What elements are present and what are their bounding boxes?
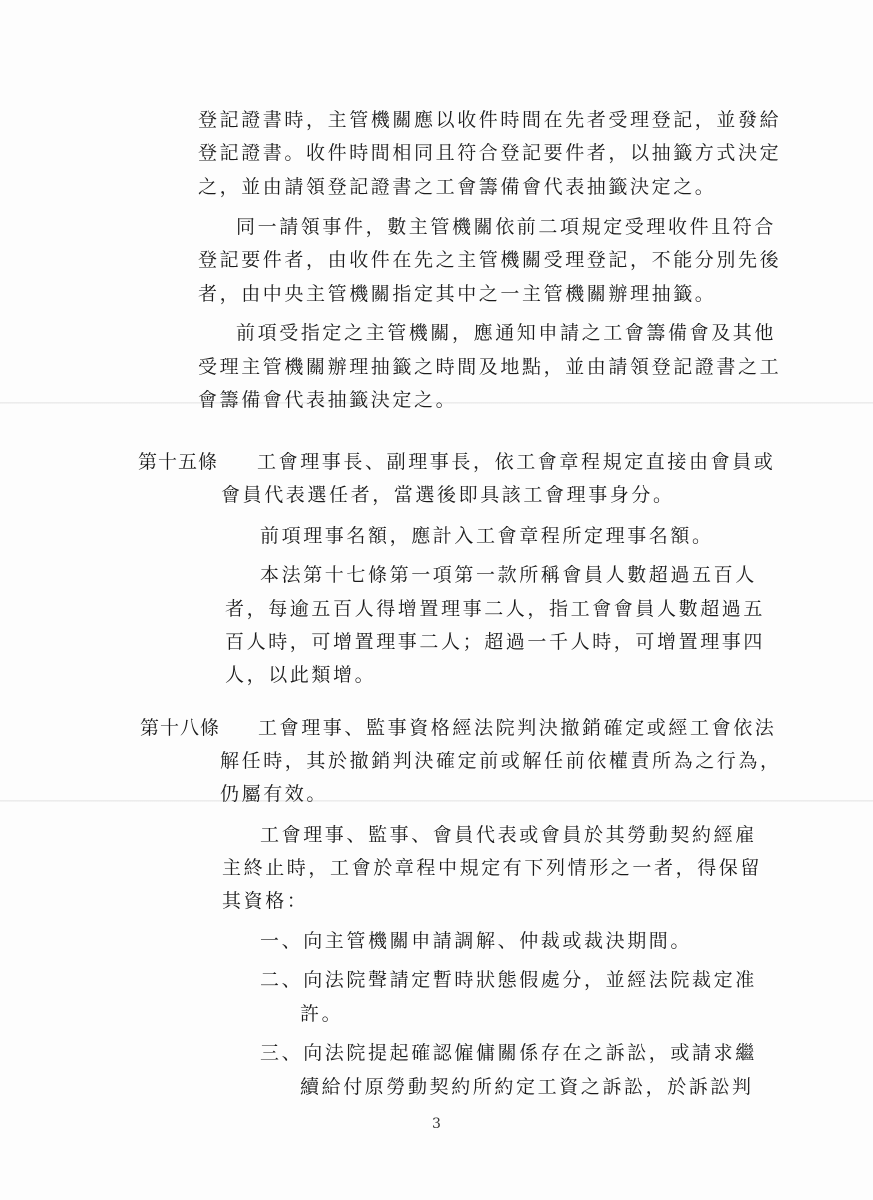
body-text-line: 其資格： xyxy=(222,890,309,912)
body-text-line: 工會理事、監事、會員代表或會員於其勞動契約經雇 xyxy=(260,824,757,846)
body-text-line: 者，每逾五百人得增置理事二人，指工會會員人數超過五 xyxy=(225,598,766,620)
body-text-line: 同一請領事件，數主管機關依前二項規定受理收件且符合 xyxy=(236,216,777,238)
body-text-line: 會籌備會代表抽籤決定之。 xyxy=(198,389,458,411)
body-text-line: 本法第十七條第一項第一款所稱會員人數超過五百人 xyxy=(260,564,757,586)
body-text-line: 受理主管機關辦理抽籤之時間及地點，並由請領登記證書之工 xyxy=(198,356,782,378)
body-text-line: 登記證書時，主管機關應以收件時間在先者受理登記，並發給 xyxy=(198,109,782,131)
body-text-line: 者，由中央主管機關指定其中之一主管機關辦理抽籤。 xyxy=(198,283,717,305)
list-item-text: 續給付原勞動契約所約定工資之訴訟，於訴訟判 xyxy=(300,1076,754,1098)
list-item-text: 二、向法院聲請定暫時狀態假處分，並經法院裁定准 xyxy=(260,969,757,991)
body-text-line: 登記要件者，由收件在先之主管機關受理登記，不能分別先後 xyxy=(198,249,782,271)
body-text-line: 仍屬有效。 xyxy=(220,783,329,805)
body-text-line: 工會理事長、副理事長，依工會章程規定直接由會員或 xyxy=(257,451,776,473)
body-text-line: 登記證書。收件時間相同且符合登記要件者，以抽籤方式決定 xyxy=(198,142,782,164)
body-text-line: 工會理事、監事資格經法院判決撤銷確定或經工會依法 xyxy=(258,717,777,739)
list-item-text: 許。 xyxy=(300,1003,344,1025)
body-text-line: 會員代表選任者，當選後即具該工會理事身分。 xyxy=(221,484,675,506)
body-text-line: 百人時，可增置理事二人；超過一千人時，可增置理事四 xyxy=(225,631,766,653)
list-item-text: 三、向法院提起確認僱傭關係存在之訴訟，或請求繼 xyxy=(260,1042,757,1064)
article-number: 第十八條 xyxy=(140,717,221,739)
page-number: 3 xyxy=(432,1116,441,1132)
body-text-line: 主終止時，工會於章程中規定有下列情形之一者，得保留 xyxy=(222,857,763,879)
article-number: 第十五條 xyxy=(138,451,219,473)
body-text-line: 之，並由請領登記證書之工會籌備會代表抽籤決定之。 xyxy=(198,176,717,198)
body-text-line: 解任時，其於撤銷判決確定前或解任前依權責所為之行為， xyxy=(220,750,782,772)
list-item-text: 一、向主管機關申請調解、仲裁或裁決期間。 xyxy=(260,930,693,952)
body-text-line: 前項理事名額，應計入工會章程所定理事名額。 xyxy=(260,525,714,547)
body-text-line: 前項受指定之主管機關，應通知申請之工會籌備會及其他 xyxy=(236,322,777,344)
paper-fold-line xyxy=(0,800,873,802)
body-text-line: 人，以此類增。 xyxy=(225,664,377,686)
